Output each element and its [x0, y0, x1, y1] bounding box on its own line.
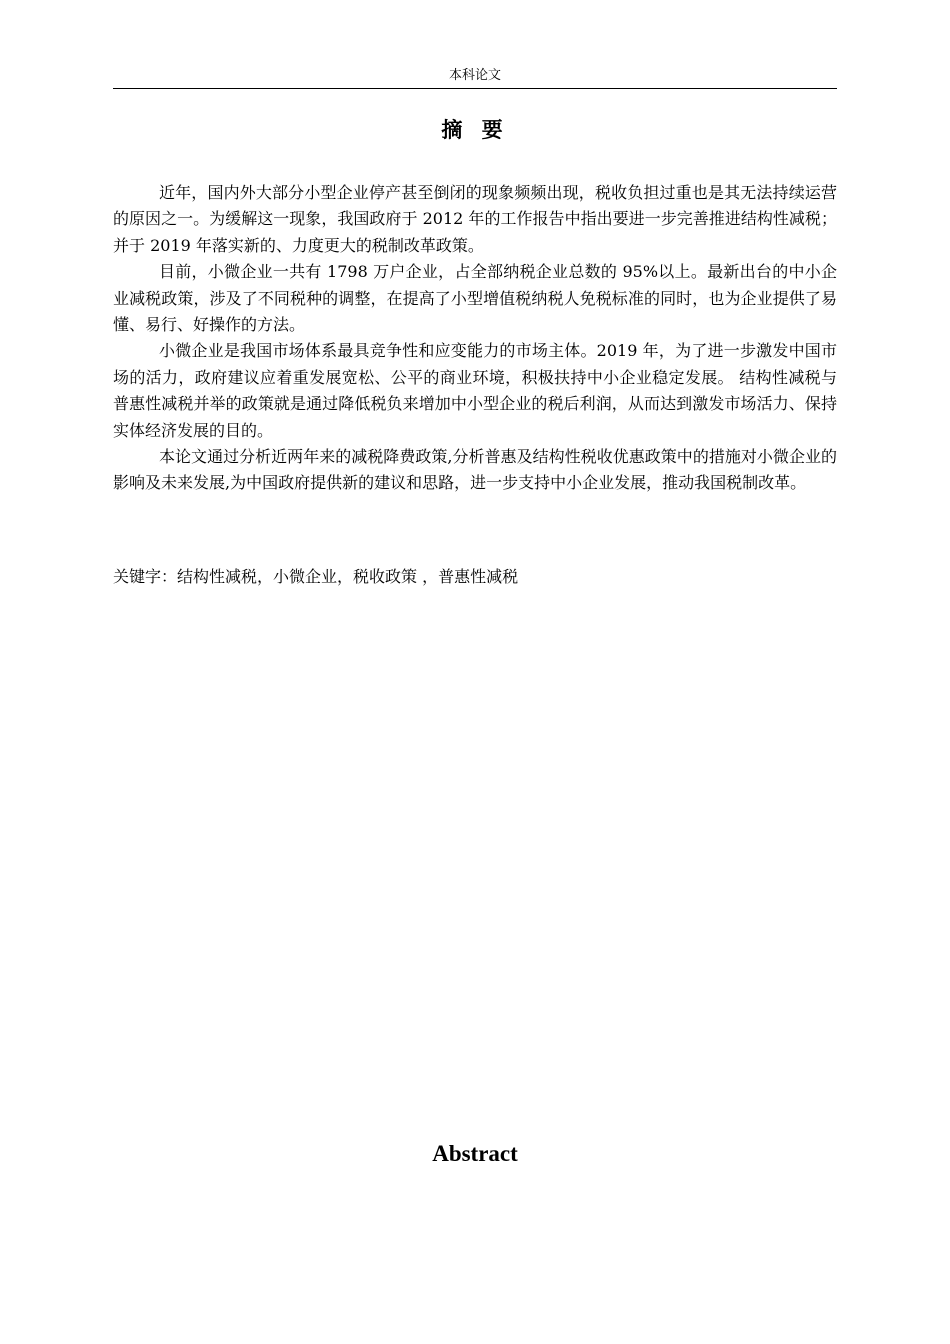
english-abstract-title: Abstract	[432, 1141, 518, 1166]
running-header: 本科论文	[448, 68, 501, 83]
abstract-paragraph-4: 本论文通过分析近两年来的减税降费政策,分析普惠及结构性税收优惠政策中的措施对小微企业的影响及未来发展,为中国政府提供新的建议和思路，进一步支持中小企业发展，推动我国税制改革。	[113, 447, 837, 493]
header-rule	[113, 88, 837, 89]
abstract-title: 摘 要	[441, 118, 509, 142]
abstract-paragraph-2: 目前，小微企业一共有 1798 万户企业，占全部纳税企业总数的 95%以上。最新出台的中小企业减税政策，涉及了不同税种的调整，在提高了小型增值税纳税人免税标准的同时，也为企业提供了易懂、易行、好操作的方法。	[113, 262, 837, 335]
keywords-label: 关键字：	[113, 567, 178, 586]
keywords-text: 结构性减税，小微企业，税收政策 ，普惠性减税	[177, 567, 519, 586]
abstract-body	[113, 180, 837, 497]
abstract-paragraph-1: 近年，国内外大部分小型企业停产甚至倒闭的现象频频出现，税收负担过重也是其无法持续运营的原因之一。为缓解这一现象，我国政府于 2012 年的工作报告中指出要进一步完善推进结构性减税；并于 2019 年落实新的、力度更大的税制改革政策。	[113, 183, 837, 255]
abstract-paragraph-3: 小微企业是我国市场体系最具竞争性和应变能力的市场主体。2019 年，为了进一步激发中国市场的活力，政府建议应着重发展宽松、公平的商业环境，积极扶持中小企业稳定发展。 结构性减税与普惠性减税并举的政策就是通过降低税负来增加中小型企业的税后利润，从而达到激发市场活力、保持实体经济发展的目的。	[113, 341, 837, 440]
keywords-line	[113, 565, 837, 589]
